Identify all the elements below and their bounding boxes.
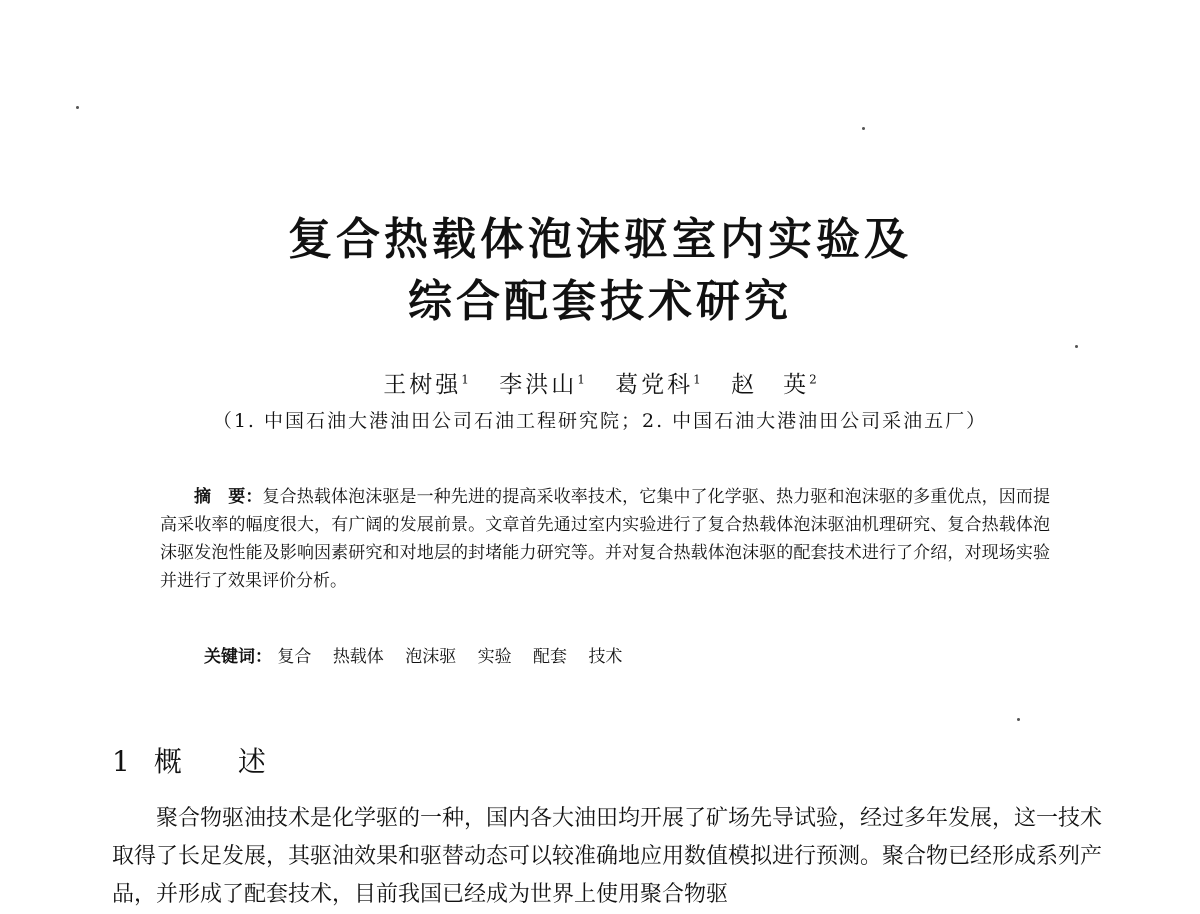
abstract-label: 摘 要： [194, 487, 263, 507]
keyword: 技术 [588, 647, 623, 667]
author-name: 葛党科 [615, 372, 694, 398]
keyword: 复合 [277, 647, 312, 667]
author-affiliation-mark: 1 [577, 372, 585, 387]
section-number: 1 [112, 745, 130, 778]
author [499, 372, 585, 398]
keyword: 配套 [533, 647, 568, 667]
author [383, 372, 469, 398]
author-name: 王树强 [383, 372, 462, 398]
affiliations: （1. 中国石油大港油田公司石油工程研究院；2. 中国石油大港油田公司采油五厂） [212, 410, 988, 432]
author-affiliation-mark: 1 [693, 372, 701, 387]
keyword: 泡沫驱 [405, 647, 457, 667]
keywords-label: 关键词： [204, 647, 272, 667]
author [731, 372, 817, 398]
scan-speck [862, 127, 865, 130]
abstract [160, 483, 1050, 595]
body-paragraph: 聚合物驱油技术是化学驱的一种，国内各大油田均开展了矿场先导试验，经过多年发展，这一技术取得了长足发展，其驱油效果和驱替动态可以较准确地应用数值模拟进行预测。聚合物已经形成系列产品，并形成了配套技术，目前我国已经成为世界上使用聚合物驱 [112, 806, 1103, 907]
keywords [204, 642, 638, 667]
author-list [0, 366, 1200, 399]
author-name: 赵 英 [731, 372, 810, 398]
section-title: 概述 [153, 745, 322, 778]
scan-speck [1017, 718, 1020, 721]
keyword: 实验 [477, 647, 512, 667]
scan-speck [1075, 345, 1078, 348]
abstract-text: 复合热载体泡沫驱是一种先进的提高采收率技术，它集中了化学驱、热力驱和泡沫驱的多重优点，因而提高采收率的幅度很大，有广阔的发展前景。文章首先通过室内实验进行了复合热载体泡沫驱油机理研究、复合热载体泡沫驱发泡性能及影响因素研究和对地层的封堵能力研究等。并对复合热载体泡沫驱的配套技术进行了介绍，对现场实验并进行了效果评价分析。 [160, 487, 1051, 591]
paper-title-line-1: 复合热载体泡沫驱室内实验及 [288, 214, 912, 265]
author [615, 372, 701, 398]
author-name: 李洪山 [499, 372, 578, 398]
paper-title-line-2: 综合配套技术研究 [408, 276, 792, 327]
author-affiliation-mark: 1 [461, 372, 469, 387]
scan-speck [76, 106, 79, 109]
keyword: 热载体 [332, 647, 384, 667]
section-heading [112, 740, 322, 780]
author-affiliation-mark: 2 [809, 372, 817, 387]
